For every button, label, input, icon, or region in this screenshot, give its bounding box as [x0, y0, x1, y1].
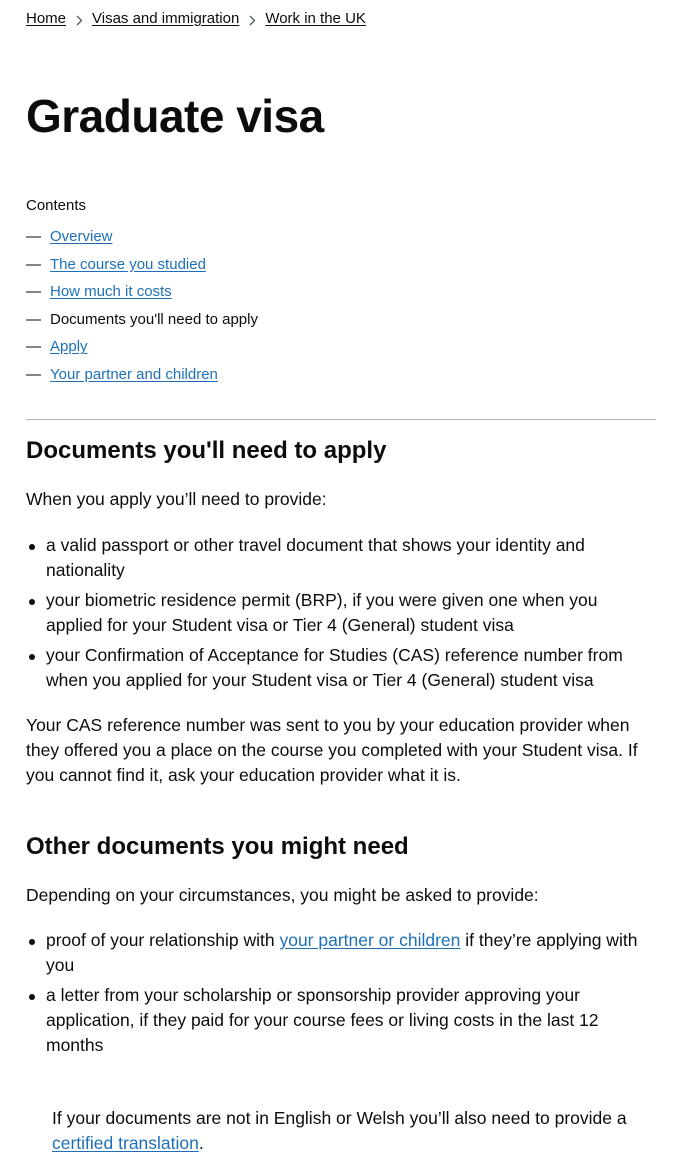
contents-item-apply	[26, 333, 258, 361]
contents-item-overview	[26, 223, 258, 251]
contents-link-apply[interactable]: Apply	[50, 338, 88, 356]
breadcrumb	[26, 9, 366, 29]
documents-intro: When you apply you’ll need to provide:	[26, 489, 327, 509]
contents-dash: —	[26, 338, 41, 356]
documents-list	[26, 533, 656, 698]
contents-link-costs[interactable]: How much it costs	[50, 283, 172, 301]
chevron-right-icon	[66, 9, 92, 29]
contents-current-label: Documents you'll need to apply	[50, 310, 258, 328]
partner-or-children-link[interactable]: your partner or children	[279, 930, 461, 950]
list-item: your Confirmation of Acceptance for Studies (CAS) reference number from when you applied for your Student visa or Tier 4 (General) student visa	[26, 643, 656, 693]
inset-text: If your documents are not in English or Welsh you’ll also need to provide a	[52, 1108, 627, 1128]
translation-inset	[52, 1106, 652, 1156]
other-documents-list	[26, 928, 656, 1063]
list-item: a valid passport or other travel document that shows your identity and nationality	[26, 533, 656, 583]
cas-note: Your CAS reference number was sent to you by your education provider when they offered you a place on the course you completed with your Student visa. If you cannot find it, ask your education provider what it is.	[26, 715, 638, 785]
contents-dash: —	[26, 365, 41, 383]
bullet-text: proof of your relationship with	[46, 930, 280, 950]
contents-dash: —	[26, 255, 41, 273]
list-item	[26, 928, 656, 978]
section-heading-documents: Documents you'll need to apply	[26, 437, 387, 464]
section-heading-other-documents: Other documents you might need	[26, 833, 409, 860]
contents-dash: —	[26, 310, 41, 328]
page-title: Graduate visa	[26, 90, 324, 142]
contents-item-partner	[26, 361, 258, 389]
breadcrumb-work-link[interactable]: Work in the UK	[265, 10, 366, 27]
breadcrumb-visas-link[interactable]: Visas and immigration	[92, 10, 240, 27]
inset-text: .	[198, 1133, 204, 1153]
contents-title: Contents	[26, 197, 87, 214]
contents-dash: —	[26, 228, 41, 246]
contents-dash: —	[26, 283, 41, 301]
contents-item-course	[26, 251, 258, 279]
contents-list	[26, 196, 258, 388]
certified-translation-link[interactable]: certified translation	[52, 1133, 199, 1153]
contents-link-overview[interactable]: Overview	[50, 228, 113, 246]
section-divider	[26, 419, 656, 420]
chevron-right-icon	[239, 9, 265, 29]
list-item: your biometric residence permit (BRP), if you were given one when you applied for your Student visa or Tier 4 (General) student visa	[26, 588, 656, 638]
bullet-text: if they’re applying with you	[46, 930, 638, 975]
contents-item-documents-current	[26, 306, 258, 334]
list-item: a letter from your scholarship or sponsorship provider approving your application, if they paid for your course fees or living costs in the last 12 months	[26, 983, 656, 1058]
breadcrumb-home-link[interactable]: Home	[26, 10, 67, 27]
contents-item-costs	[26, 278, 258, 306]
other-documents-intro: Depending on your circumstances, you might be asked to provide:	[26, 885, 539, 905]
contents-link-partner[interactable]: Your partner and children	[50, 365, 218, 383]
contents-link-course[interactable]: The course you studied	[50, 255, 206, 273]
